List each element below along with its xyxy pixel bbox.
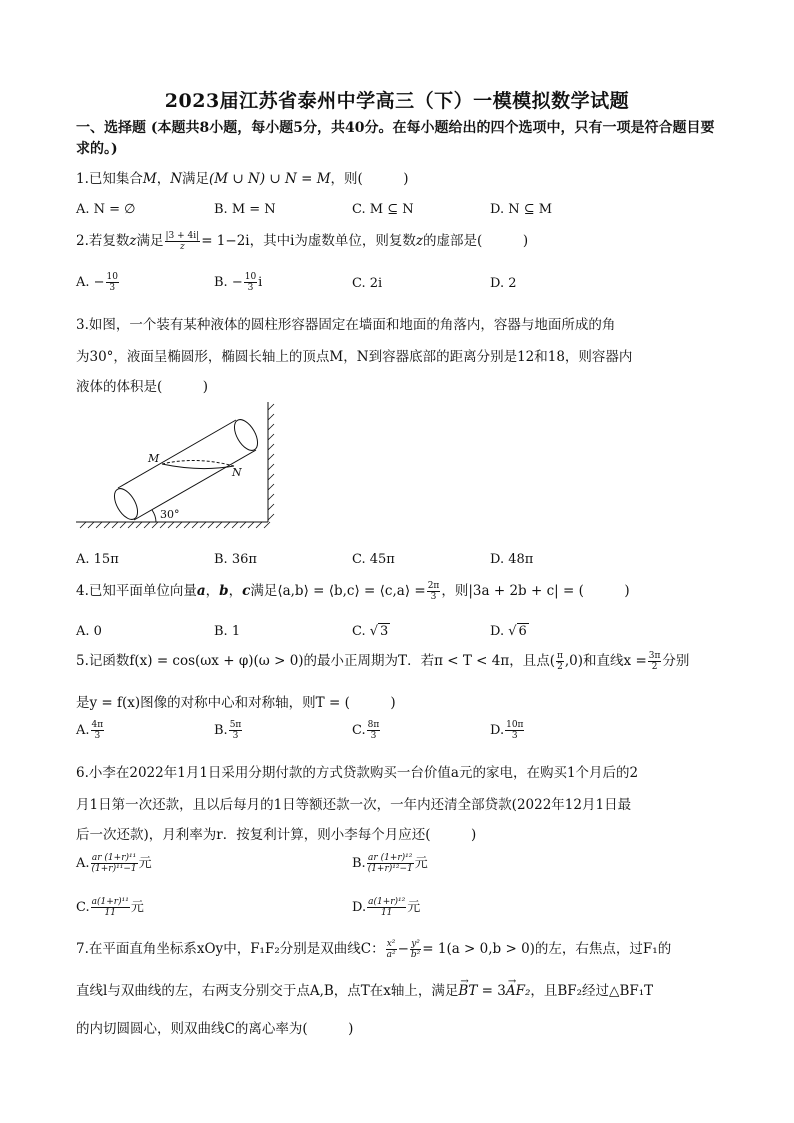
- q5-option-b[interactable]: [214, 720, 243, 741]
- q2-number: 2.: [76, 233, 89, 249]
- label-m: M: [148, 452, 160, 465]
- q4-fraction: [427, 581, 441, 602]
- q6-optC-den: 11: [104, 908, 116, 918]
- q2-option-b[interactable]: [214, 272, 262, 293]
- q4-option-a[interactable]: A. 0: [76, 624, 102, 639]
- q5-optB-num: 5π: [229, 720, 242, 730]
- q6-optB-label: B.: [352, 856, 366, 871]
- q6-optA-frac: [91, 853, 138, 874]
- q5-option-c[interactable]: [352, 720, 381, 741]
- q6-optD-num: a(1+r)¹²: [368, 897, 406, 907]
- q1-condition: (M ∪ N) ∪ N = M: [209, 171, 331, 187]
- q5-optA-frac: [91, 720, 105, 741]
- question-2: [76, 226, 736, 257]
- q4-optD-radicand: 6: [518, 624, 527, 639]
- question-7-line-2: [76, 976, 736, 1007]
- q3-option-d[interactable]: D. 48π: [490, 552, 534, 567]
- q2-optB-frac: [244, 272, 257, 293]
- q5-x-frac: [648, 651, 662, 672]
- q5-optC-den: 3: [370, 731, 377, 741]
- q7-line2-a: 直线l与双曲线的左，右两支分别交于点A,B，点T在x轴上，满足: [76, 983, 459, 999]
- question-5-line-2: 是y = f(x)图像的对称中心和对称轴，则T = ( ): [76, 695, 396, 711]
- question-6-line-3: 后一次还款)，月利率为r．按复利计算，则小李每个月应还( ): [76, 827, 477, 843]
- q7-a2: a²: [386, 950, 396, 960]
- q5-x-num: 3π: [648, 651, 661, 661]
- q6-option-a[interactable]: [76, 852, 152, 874]
- question-5-line-1: [76, 646, 736, 677]
- q5-optB-frac: [229, 720, 243, 741]
- q7-x2: x²: [386, 939, 396, 949]
- q6-optC-unit: 元: [130, 900, 144, 915]
- q6-optC-frac: [91, 897, 130, 918]
- q6-optB-unit: 元: [414, 856, 428, 871]
- q2-optA-den: 3: [109, 283, 116, 293]
- q5-optD-den: 3: [511, 731, 518, 741]
- q7-line2-b: ，且BF₂经过△BF₁T: [530, 983, 654, 999]
- q1-option-a[interactable]: A. N = ∅: [76, 202, 136, 217]
- label-n: N: [232, 466, 242, 479]
- question-6-line-2: 月1日第一次还款，且以后每月的1日等额还款一次，一年内还清全部贷款(2022年12月1日最: [76, 797, 632, 813]
- q2-optA-num: 10: [106, 272, 118, 282]
- q7-line2-mid: = 3: [477, 983, 506, 999]
- q2-optA-frac: [106, 272, 119, 293]
- q5-pt-den: 2: [557, 662, 563, 672]
- q4-option-d[interactable]: D. √ 6: [490, 624, 527, 639]
- question-3-line-3: 液体的体积是( ): [76, 379, 209, 395]
- question-4: 4.已知平面单位向量a，b，c满足⟨a,b⟩ = ⟨b,c⟩ = ⟨c,a⟩ = $\frac{2\pi}{3}$ ，则|3a + 2b + c| = ( ): [76, 581, 630, 602]
- q6-option-d[interactable]: [352, 896, 420, 918]
- q4-vec-c: c: [242, 583, 251, 599]
- q1-number: 1.: [76, 171, 89, 187]
- q7-x-frac: [386, 939, 397, 960]
- q4-text-c: ，则|3a + 2b + c| = ( ): [441, 583, 630, 599]
- q4-option-c[interactable]: C. √ 3: [352, 624, 389, 639]
- q5-optB-den: 3: [232, 731, 239, 741]
- q5-line1-b: ,0)和直线x =: [564, 653, 647, 669]
- q1-option-b[interactable]: B. M = N: [214, 202, 276, 217]
- q7-y2: y²: [411, 939, 420, 949]
- q5-optB-label: B.: [214, 723, 228, 738]
- q2-var-z2: z: [415, 233, 424, 249]
- q2-var-z: z: [129, 233, 137, 249]
- q4-vec-a: a: [196, 583, 206, 599]
- q6-optA-label: A.: [76, 856, 90, 871]
- q1-text-c: ，则( ): [330, 171, 409, 187]
- q7-vec-bt: → BT: [458, 976, 477, 1007]
- q5-pt-num: π: [556, 651, 563, 661]
- q2-optB-den: 3: [247, 283, 254, 293]
- q2-text-a: 若复数: [88, 233, 130, 249]
- q1-option-d[interactable]: D. N ⊆ M: [490, 202, 553, 217]
- q3-option-c[interactable]: C. 45π: [352, 552, 395, 567]
- q6-optC-label: C.: [76, 900, 90, 915]
- q5-point-frac: [556, 651, 564, 672]
- section-header: 一、选择题 (本题共8小题，每小题5分，共40分。在每小题给出的四个选项中，只有一项是符合题目要求的。): [76, 120, 715, 157]
- q7-vec-af2: → AF₂: [506, 976, 531, 1007]
- q1-var-n: N: [170, 171, 183, 187]
- q4-optC-prefix: C.: [352, 624, 370, 639]
- q4-optD-prefix: D.: [490, 624, 509, 639]
- q2-option-a[interactable]: [76, 272, 120, 293]
- cylinder-figure: [76, 402, 276, 530]
- q2-option-d[interactable]: D. 2: [490, 276, 517, 291]
- q2-text-c: 的虚部是( ): [423, 233, 529, 249]
- q4-frac-num: 2π: [427, 581, 440, 591]
- question-6-line-1: 6.小李在2022年1月1日采用分期付款的方式贷款购买一台价值a元的家电，在购买1个月后的2: [76, 765, 639, 781]
- q6-optA-num: ar (1+r)¹¹: [91, 853, 137, 863]
- q1-var-m: M: [142, 171, 157, 187]
- q6-optD-den: 11: [380, 908, 393, 918]
- q5-optC-label: C.: [352, 723, 366, 738]
- q6-optD-unit: 元: [407, 900, 421, 915]
- question-3-line-2: 为30°，液面呈椭圆形，椭圆长轴上的顶点M，N到容器底部的距离分别是12和18，则容器内: [76, 349, 633, 365]
- q7-line1-b: = 1(a > 0,b > 0)的左，右焦点，过F₁的: [422, 941, 672, 957]
- q5-optA-num: 4π: [91, 720, 104, 730]
- q1-text-b: 满足: [182, 171, 210, 187]
- q2-optB-prefix: B. −: [214, 275, 243, 290]
- q5-optA-label: A.: [76, 723, 90, 738]
- q5-option-d[interactable]: [490, 720, 525, 741]
- q3-option-b[interactable]: B. 36π: [214, 552, 257, 567]
- label-angle: 30°: [160, 508, 180, 521]
- q2-option-c[interactable]: C. 2i: [352, 276, 383, 291]
- q6-option-c[interactable]: [76, 896, 144, 918]
- q4-frac-den: 3: [430, 592, 437, 602]
- q6-optD-label: D.: [352, 900, 367, 915]
- q4-text-a: 4.已知平面单位向量: [76, 583, 197, 599]
- cylinder-diagram: [76, 402, 276, 530]
- q2-text-b: 满足: [136, 233, 164, 249]
- q6-optC-num: a(1+r)¹¹: [91, 897, 129, 907]
- q6-optB-den: (1+r)¹²−1: [367, 864, 413, 874]
- q5-x-den: 2: [651, 662, 658, 672]
- q5-optD-frac: [505, 720, 524, 741]
- q2-frac-num: |3 + 4i|: [165, 231, 200, 241]
- q6-optB-num: ar (1+r)¹²: [368, 853, 413, 863]
- q5-optD-num: 10π: [506, 720, 524, 730]
- q5-optC-frac: [367, 720, 381, 741]
- q4-optC-radicand: 3: [380, 624, 389, 639]
- q5-line1-a: 5.记函数f(x) = cos(ωx + φ)(ω > 0)的最小正周期为T．若π < T < 4π，且点(: [76, 653, 555, 669]
- q7-line1-a: 7.在平面直角坐标系xOy中，F₁F₂分别是双曲线C：: [76, 941, 385, 957]
- q2-optB-suffix: i: [258, 275, 263, 290]
- q1-sep: ，: [156, 171, 171, 187]
- question-7-line-1: [76, 934, 736, 965]
- q5-optD-label: D.: [490, 723, 505, 738]
- q7-minus: −: [397, 941, 409, 957]
- q4-text-b: 满足⟨a,b⟩ = ⟨b,c⟩ = ⟨c,a⟩ =: [250, 583, 426, 599]
- q2-optA-prefix: A. −: [76, 275, 105, 290]
- q6-optD-frac: [367, 897, 406, 918]
- q7-y-frac: [410, 939, 421, 960]
- q5-line1-c: 分别: [662, 653, 690, 669]
- q4-option-b[interactable]: B. 1: [214, 624, 241, 639]
- q6-optB-frac: [367, 853, 414, 874]
- q6-option-b[interactable]: [352, 852, 428, 874]
- question-1: [76, 164, 736, 195]
- q2-eq: = 1−2i，其中i为虚数单位，则复数: [201, 233, 416, 249]
- q6-optA-den: (1+r)¹¹−1: [91, 864, 137, 874]
- q5-optA-den: 3: [94, 731, 101, 741]
- q2-optB-num: 10: [244, 272, 257, 282]
- q5-optC-num: 8π: [367, 720, 380, 730]
- q1-option-c[interactable]: C. M ⊆ N: [352, 202, 414, 217]
- q3-option-a[interactable]: A. 15π: [76, 552, 119, 567]
- q2-fraction: [165, 231, 201, 252]
- question-7-line-3: 的内切圆圆心，则双曲线C的离心率为( ): [76, 1021, 354, 1037]
- q7-b2: b²: [410, 950, 421, 960]
- q2-frac-den: z: [179, 242, 185, 252]
- q6-optA-unit: 元: [138, 856, 152, 871]
- q1-text-a: 已知集合: [88, 171, 143, 187]
- page-title: 2023届江苏省泰州中学高三（下）一模模拟数学试题: [164, 90, 630, 112]
- q4-vec-b: b: [219, 583, 229, 599]
- question-3-line-1: 3.如图，一个装有某种液体的圆柱形容器固定在墙面和地面的角落内，容器与地面所成的角: [76, 317, 616, 333]
- q5-option-a[interactable]: [76, 720, 105, 741]
